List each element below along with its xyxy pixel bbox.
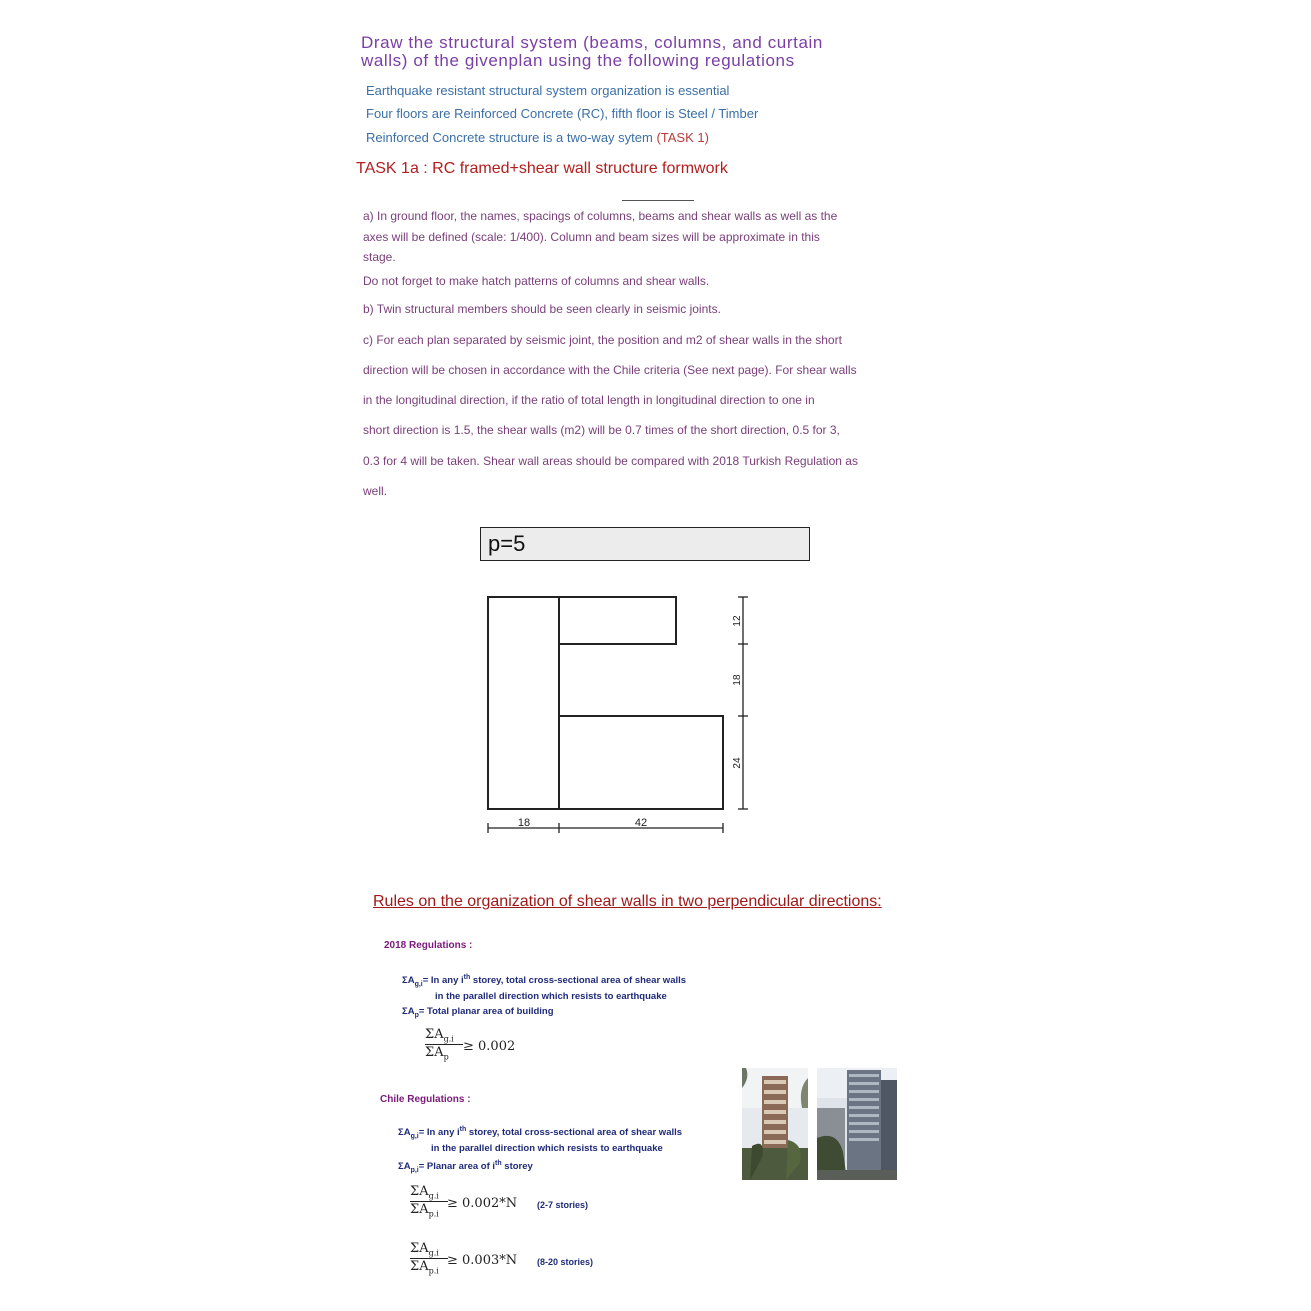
title-line-1: Draw the structural system (beams, columns, and curtain (361, 33, 823, 52)
reg2018-def2-symbol: ΣA (402, 1006, 415, 1017)
chile-formula-2-rhs: ≥ 0.003*N (447, 1253, 518, 1268)
para-a-line-3: stage. (363, 250, 396, 264)
chile-def1-c: in the parallel direction which resists to earthquake (431, 1143, 663, 1155)
reg2018-def1-b: storey, total cross-sectional area of shear walls (470, 975, 687, 987)
divider (622, 200, 694, 201)
chile-def2-sub: p,i (410, 1167, 419, 1175)
para-c-line-5: 0.3 for 4 will be taken. Shear wall areas should be compared with 2018 Turkish Regulation as (363, 454, 858, 468)
chile-def1-symbol: ΣA (398, 1127, 411, 1139)
task-title: TASK 1a : RC framed+shear wall structure formwork (356, 160, 728, 177)
para-c-line-4: short direction is 1.5, the shear walls (m2) will be 0.7 times of the short direction, 0.5 for 3, (363, 423, 840, 437)
chile-formula-1-note: (2-7 stories) (537, 1200, 589, 1210)
reg2018-formula-denominator: $\Sigma A_p$ (425, 1044, 449, 1062)
para-c-line-1: c) For each plan separated by seismic joint, the position and m2 of shear walls in the short (363, 333, 842, 347)
requirement-3-text: Reinforced Concrete structure is a two-way sytem (366, 130, 653, 145)
chile-formula-2-denominator: $\Sigma A_{p.i}$ (410, 1258, 439, 1276)
reg2018-formula (425, 1027, 463, 1061)
vertical-dimension (738, 597, 748, 809)
dim-y-12: 12 (732, 615, 743, 627)
page-title (361, 34, 921, 70)
chile-heading: Chile Regulations : (380, 1094, 471, 1105)
para-c-line-3: in the longitudinal direction, if the ratio of total length in longitudinal direction to one in (363, 393, 815, 407)
building-photo-1 (742, 1068, 808, 1180)
dim-y-24: 24 (732, 757, 743, 769)
chile-formula-2-numerator: $\Sigma A_{g.i}$ (410, 1241, 448, 1259)
floor-plan-drawing (470, 585, 770, 845)
title-line-2: walls) of the givenplan using the following regulations (361, 51, 795, 70)
dim-x-18: 18 (517, 817, 531, 829)
reg2018-def1-c: in the parallel direction which resists to earthquake (435, 991, 667, 1003)
chile-def1-b: storey, total cross-sectional area of shear walls (466, 1127, 683, 1139)
para-a-line-4: Do not forget to make hatch patterns of columns and shear walls. (363, 274, 710, 288)
chile-formula-1-numerator: $\Sigma A_{g.i}$ (410, 1184, 448, 1202)
reg2018-def1-sub: g,i (414, 981, 423, 989)
para-c-line-6: well. (363, 484, 388, 498)
chile-def2-sup: th (495, 1160, 502, 1167)
reg2018-def-2 (402, 1006, 554, 1022)
reg2018-def-1 (402, 972, 742, 1003)
task-tag: (TASK 1) (656, 130, 709, 145)
chile-formula-1-rhs: ≥ 0.002*N (447, 1196, 518, 1211)
chile-formula-1 (410, 1184, 448, 1218)
chile-def-1 (398, 1124, 738, 1155)
chile-def1-sup: th (459, 1126, 467, 1133)
chile-def1-a: = In any i (418, 1127, 460, 1139)
floor-count-box: p=5 (480, 527, 810, 561)
reg2018-def2-sub: p (414, 1011, 419, 1019)
chile-formula-2-note: (8-20 stories) (537, 1257, 594, 1267)
dim-y-18: 18 (732, 674, 743, 686)
plan-top-wing (559, 597, 676, 644)
building-photo-2 (817, 1068, 897, 1180)
plan-left-block (488, 597, 559, 809)
chile-def2-b: storey (501, 1161, 533, 1173)
chile-formula-1-denominator: $\Sigma A_{p.i}$ (410, 1201, 439, 1219)
reg2018-formula-numerator: $\Sigma A_{g.i}$ (425, 1027, 463, 1045)
requirement-3 (366, 130, 709, 145)
reg2018-formula-rhs: ≥ 0.002 (463, 1039, 516, 1054)
chile-def2-symbol: ΣA (398, 1161, 411, 1173)
reg2018-def1-symbol: ΣA (402, 975, 415, 987)
chile-def-2 (398, 1158, 533, 1177)
para-a-line-2: axes will be defined (scale: 1/400). Column and beam sizes will be approximate in this (363, 230, 820, 244)
reg2018-def1-sup: th (463, 974, 471, 981)
para-c-line-2: direction will be chosen in accordance with the Chile criteria (See next page). For shear walls (363, 363, 857, 377)
requirement-2: Four floors are Reinforced Concrete (RC), fifth floor is Steel / Timber (366, 106, 759, 121)
requirement-1: Earthquake resistant structural system organization is essential (366, 83, 730, 98)
reg2018-heading: 2018 Regulations : (384, 940, 473, 951)
chile-def1-sub: g,i (410, 1133, 419, 1141)
dim-x-42: 42 (634, 817, 648, 829)
reg2018-def1-a: = In any i (422, 975, 464, 987)
plan-bottom-wing (559, 716, 723, 809)
chile-formula-2 (410, 1241, 448, 1275)
reg2018-def2-text: = Total planar area of building (418, 1006, 554, 1017)
chile-def2-a: = Planar area of i (418, 1161, 496, 1173)
rules-title: Rules on the organization of shear walls in two perpendicular directions: (373, 893, 882, 910)
para-b: b) Twin structural members should be seen clearly in seismic joints. (363, 302, 721, 316)
para-a-line-1: a) In ground floor, the names, spacings of columns, beams and shear walls as well as the (363, 209, 838, 223)
